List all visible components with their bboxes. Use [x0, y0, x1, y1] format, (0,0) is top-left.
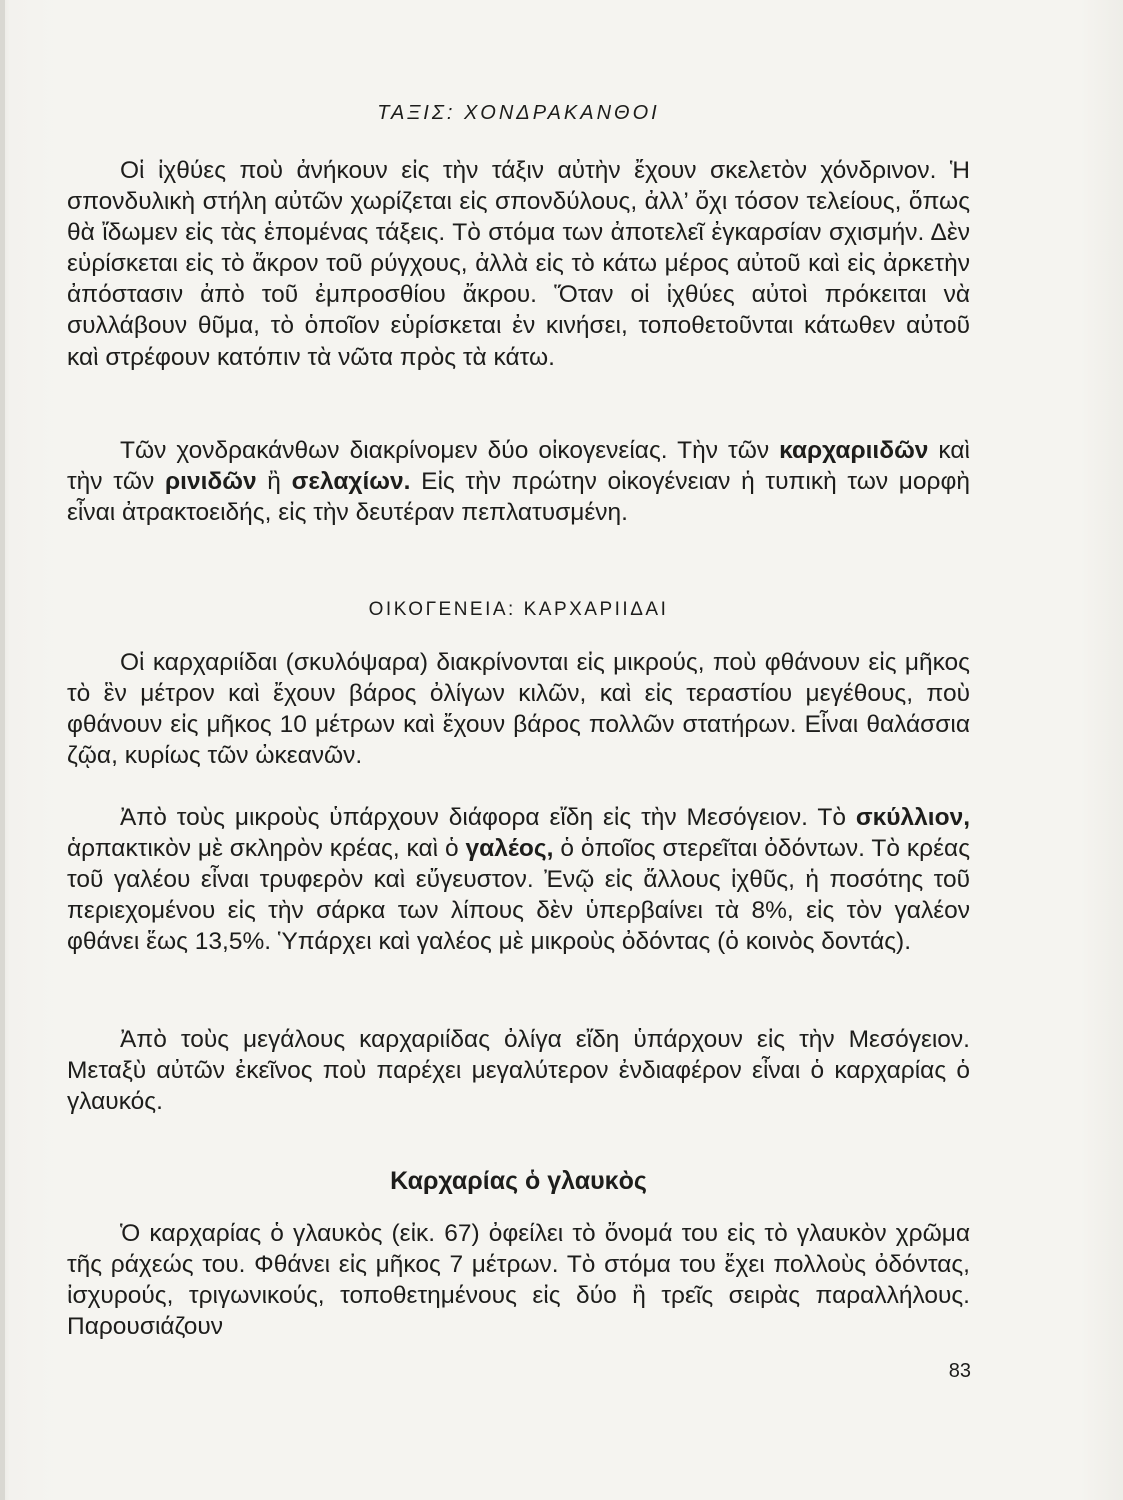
paragraph-large-species: Ἀπὸ τοὺς μεγάλους καρχαριίδας ὀλίγα εἴδη ὑπάρχουν εἰς τὴν Μεσόγειον. Μεταξὺ αὐτῶν ἐκεῖνος ποὺ παρέχει μεγαλύτερον ἐνδιαφέρον εἶναι ὁ καρχαρίας ὁ γλαυκός. [67, 1026, 970, 1116]
species-heading: Καρχαρίας ὁ γλαυκὸς [390, 1167, 647, 1195]
text-run: ἢ [256, 468, 292, 496]
text-run: ὁ ὁποῖος στερεῖται ὀδόντων. Τὸ κρέας τοῦ γαλέου εἶναι τρυφερὸν καὶ εὔγευστον. Ἐνῷ εἰς ἄλλους ἰχθῦς, ἡ ποσότης τοῦ περιεχομένου εἰς τὴν σάρκα των λίπους δὲν ὑπερβαίνει τὰ 8%, εἰς τὸν γαλέον φθάνει ἕως 13,5%. Ὑπάρχει καὶ γαλέος μὲ μικροὺς ὀδόντας (ὁ κοινὸς δοντάς). [67, 835, 970, 956]
family-heading: ΟΙΚΟΓΕΝΕΙΑ: ΚΑΡΧΑΡΙΙΔΑΙ [368, 599, 669, 620]
term-skyllion: σκύλλιον, [855, 804, 970, 831]
text-run: καὶ τὴν τῶν [67, 437, 970, 496]
term-karchariidon: καρχαριιδῶν [779, 437, 929, 464]
paragraph-small-species [67, 802, 970, 957]
page-binding-edge [0, 0, 5, 1500]
text-run: Ἀπὸ τοὺς μικροὺς ὑπάρχουν διάφορα εἴδη εἰς τὴν Μεσόγειον. Τὸ [120, 804, 856, 831]
text-run: Εἰς τὴν πρώτην οἰκογένειαν ἡ τυπικὴ των μορφὴ εἶναι ἀτρακτοειδής, εἰς τὴν δευτέραν πεπλατυσμένη. [67, 468, 970, 527]
paragraph-families [67, 435, 970, 528]
text-run: ἁρπακτικὸν μὲ σκληρὸν κρέας, καὶ ὁ [67, 835, 466, 863]
page-number: 83 [948, 1360, 971, 1382]
term-galeos: γαλέος, [465, 835, 554, 863]
term-rinidon: ρινιδῶν [165, 468, 257, 496]
paragraph-blue-shark: Ὁ καρχαρίας ὁ γλαυκὸς (εἰκ. 67) ὀφείλει τὸ ὄνομά του εἰς τὸ γλαυκὸν χρῶμα τῆς ράχεώς του. Φθάνει εἰς μῆκος 7 μέτρων. Τὸ στόμα του ἔχει πολλοὺς ὀδόντας, ἰσχυρούς, τριγωνικούς, τοποθετημένους εἰς δύο ἢ τρεῖς σειρὰς παραλλήλους. Παρουσιάζουν [67, 1220, 970, 1341]
paragraph-order-intro: Οἱ ἰχθύες ποὺ ἀνήκουν εἰς τὴν τάξιν αὐτὴν ἔχουν σκελετὸν χόνδρινον. Ἡ σπονδυλικὴ στήλη αὐτῶν χωρίζεται εἰς σπονδύλους, ἀλλ’ ὄχι τόσον τελείους, ὅπως θὰ ἴδωμεν εἰς τὰς ἑπομένας τάξεις. Τὸ στόμα των ἀποτελεῖ ἐγκαρσίαν σχισμήν. Δὲν εὑρίσκεται εἰς τὸ ἄκρον τοῦ ρύγχους, ἀλλὰ εἰς τὸ κάτω μέρος αὐτοῦ καὶ εἰς ἀρκετὴν ἀπόστασιν ἀπὸ τοῦ ἐμπροσθίου ἄκρου. Ὅταν οἱ ἰχθύες αὐτοὶ πρόκειται νὰ συλλάβουν θῦμα, τὸ ὁποῖον εὑρίσκεται ἐν κινήσει, τοποθετοῦνται κάτωθεν αὐτοῦ καὶ στρέφουν κατόπιν τὰ νῶτα πρὸς τὰ κάτω. [67, 157, 970, 371]
text-run: Τῶν χονδρακάνθων διακρίνομεν δύο οἰκογενείας. Τὴν τῶν [120, 437, 780, 464]
term-selachion: σελαχίων. [291, 468, 411, 496]
running-head: ΤΑΞΙΣ: ΧΟΝΔΡΑΚΑΝΘΟΙ [377, 102, 660, 124]
paragraph-karchariidai: Οἱ καρχαριίδαι (σκυλόψαρα) διακρίνονται εἰς μικρούς, ποὺ φθάνουν εἰς μῆκος τὸ ἓν μέτρον καὶ ἔχουν βάρος ὀλίγων κιλῶν, καὶ εἰς τεραστίου μεγέθους, ποὺ φθάνουν εἰς μῆκος 10 μέτρων καὶ ἔχουν βάρος πολλῶν στατήρων. Εἶναι θαλάσσια ζῷα, κυρίως τῶν ὠκεανῶν. [67, 649, 970, 770]
